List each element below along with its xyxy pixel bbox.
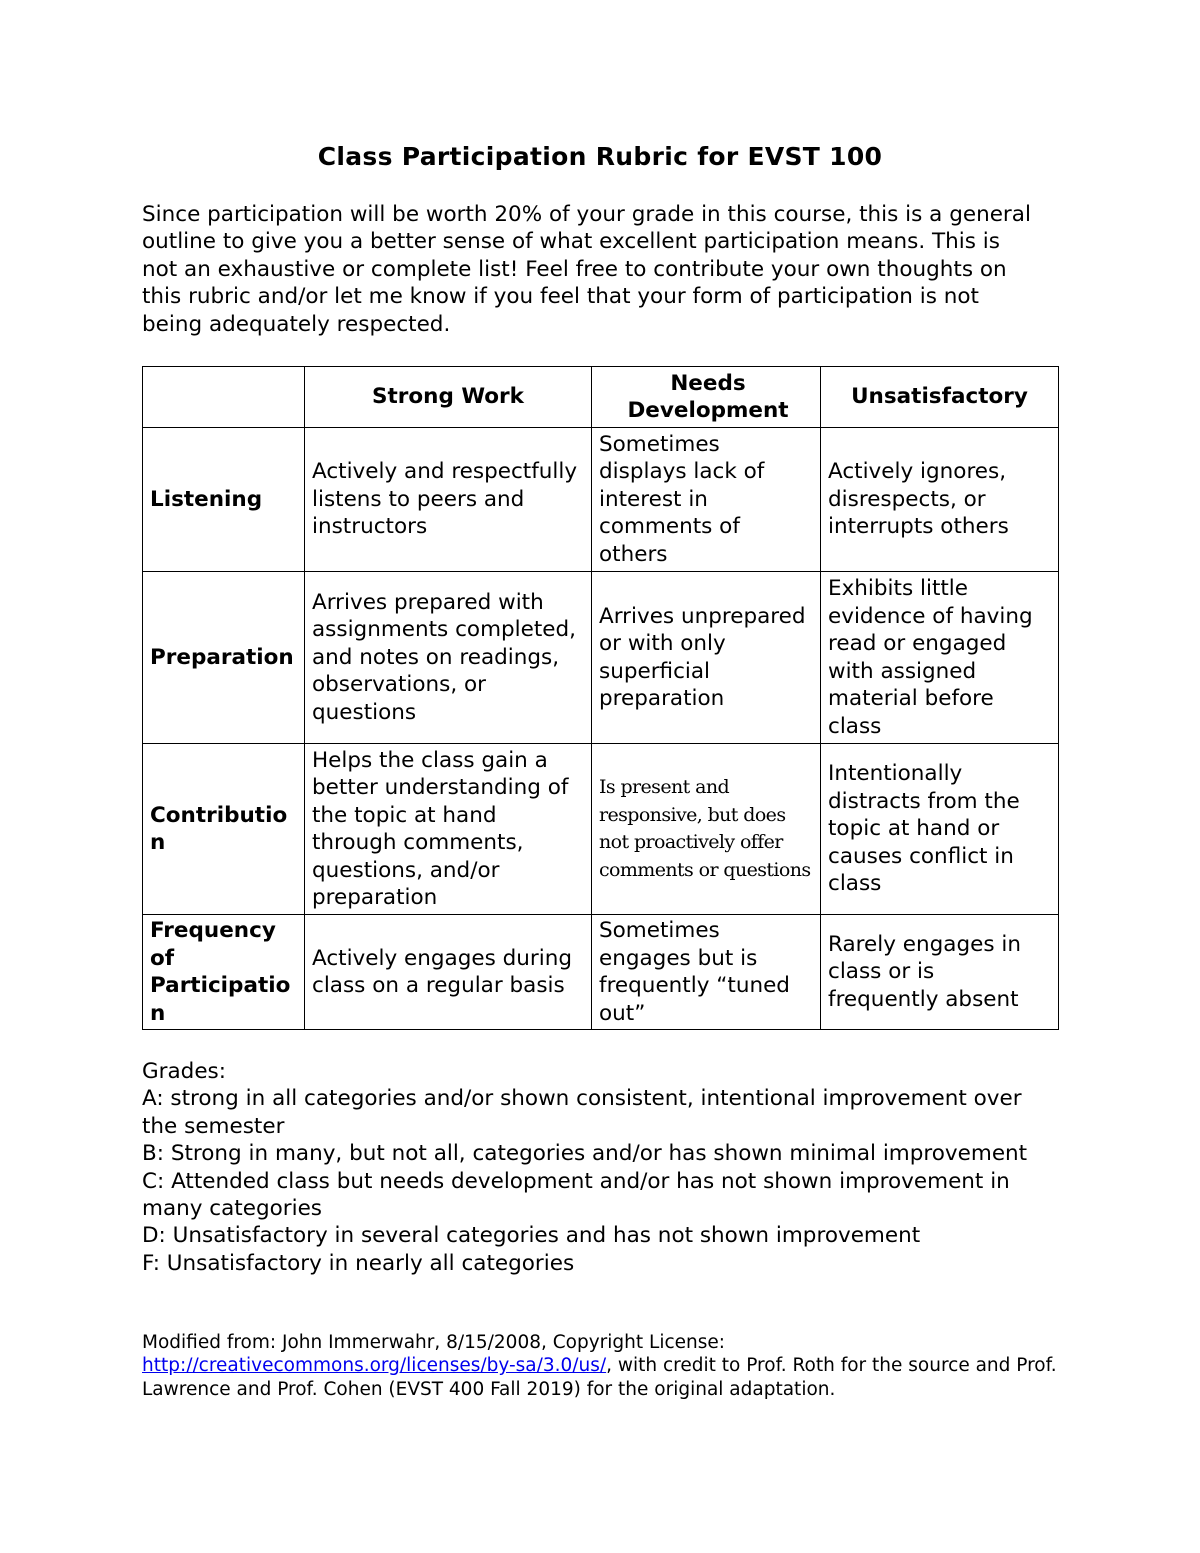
cell-strong-work: Actively engages during class on a regular basis [305, 915, 592, 1030]
table-header-row [143, 367, 1059, 428]
grades-heading: Grades: [142, 1059, 226, 1084]
cell-needs-development: Is present and responsive, but does not proactively offer comments or questions [592, 744, 821, 915]
header-unsatisfactory: Unsatisfactory [821, 367, 1059, 428]
row-category-contribution: Contribution [143, 744, 305, 915]
intro-paragraph: Since participation will be worth 20% of your grade in this course, this is a general outline to give you a better sense of what excellent participation means. This is not an exhaustive or complete list! Feel free to contribute your own thoughts on this rubric and/or let me know if you feel that your form of participation is not being adequately respected. [142, 202, 1031, 337]
cell-strong-work: Actively and respectfully listens to peers and instructors [305, 428, 592, 572]
row-category-frequency: Frequency of Participation [143, 915, 305, 1030]
grade-item-b: B: Strong in many, but not all, categories and/or has shown minimal improvement [142, 1141, 1028, 1167]
grade-item-c: C: Attended class but needs development and/or has not shown improvement in many categories [142, 1168, 1010, 1222]
grade-item-f: F: Unsatisfactory in nearly all categories [142, 1250, 575, 1276]
document-title: Class Participation Rubric for EVST 100 [317, 142, 883, 171]
header-cell-empty [143, 367, 305, 428]
cell-needs-development: Arrives unprepared or with only superficial preparation [592, 572, 821, 744]
cell-needs-development: Sometimes engages but is frequently “tuned out” [592, 915, 821, 1030]
attribution-suffix: , with credit to Prof. Roth for the source and Prof. Lawrence and Prof. Cohen (EVST 400 Fall 2019) for the original adaptation. [142, 1355, 1057, 1400]
grade-item-a: A: strong in all categories and/or shown consistent, intentional improvement over the semester [142, 1086, 1022, 1139]
row-category-preparation: Preparation [143, 572, 305, 744]
row-category-listening: Listening [143, 428, 305, 572]
attribution-footer [142, 1331, 1062, 1401]
table-row [143, 744, 1059, 915]
cell-strong-work: Helps the class gain a better understanding of the topic at hand through comments, questions, and/or preparation [305, 744, 592, 915]
grade-item-d: D: Unsatisfactory in several categories and has not shown improvement [142, 1223, 921, 1249]
cell-unsatisfactory: Exhibits little evidence of having read or engaged with assigned material before class [821, 572, 1059, 744]
header-strong-work: Strong Work [305, 367, 592, 428]
cell-unsatisfactory: Actively ignores, disrespects, or interrupts others [821, 428, 1059, 572]
grades-section [142, 1058, 1062, 1277]
rubric-table [142, 366, 1059, 1030]
table-row [143, 915, 1059, 1030]
table-row [143, 428, 1059, 572]
cell-unsatisfactory: Intentionally distracts from the topic at hand or causes conflict in class [821, 744, 1059, 915]
header-needs-development: Needs Development [592, 367, 821, 428]
cell-strong-work: Arrives prepared with assignments completed, and notes on readings, observations, or questions [305, 572, 592, 744]
cell-unsatisfactory: Rarely engages in class or is frequently absent [821, 915, 1059, 1030]
cell-needs-development: Sometimes displays lack of interest in comments of others [592, 428, 821, 572]
table-row [143, 572, 1059, 744]
attribution-prefix: Modified from: John Immerwahr, 8/15/2008, Copyright License: [142, 1332, 726, 1353]
license-link[interactable]: http://creativecommons.org/licenses/by-sa/3.0/us/ [142, 1355, 607, 1377]
